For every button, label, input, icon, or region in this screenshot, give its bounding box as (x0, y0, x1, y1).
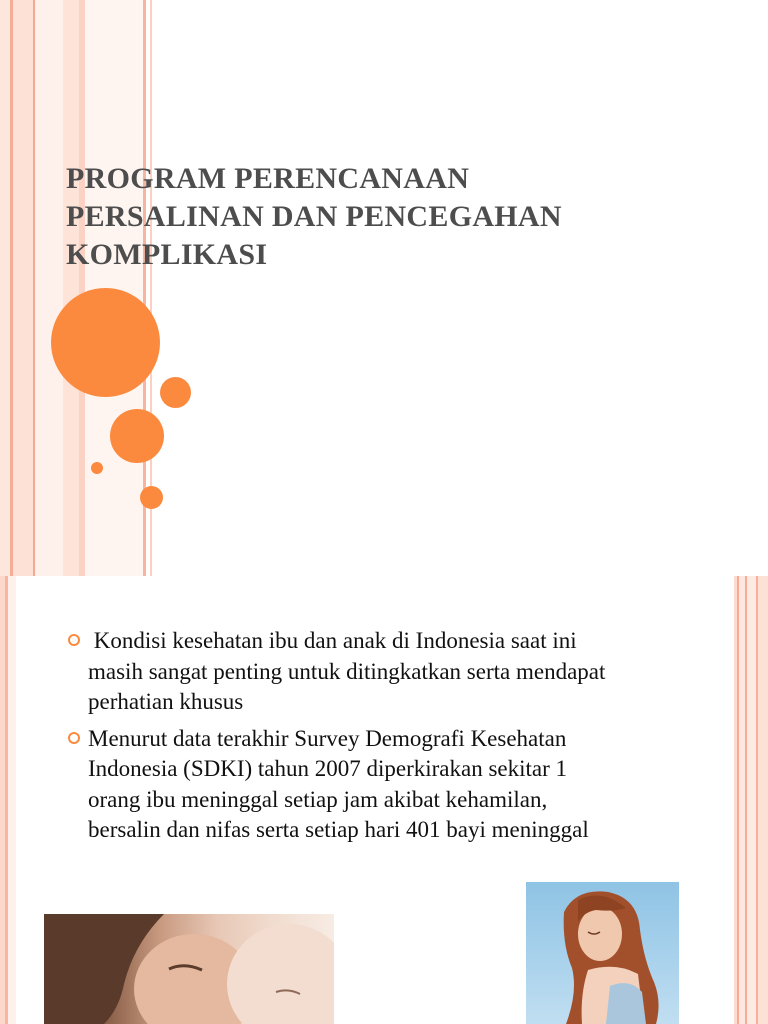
decorative-circle-medium (110, 409, 164, 463)
ring-bullet-icon (68, 732, 80, 744)
pregnant-woman-illustration (526, 882, 679, 1024)
bullet-line: Menurut data terakhir Survey Demografi Kesehatan (88, 725, 567, 751)
list-item (68, 626, 678, 718)
bullet-list (68, 626, 678, 852)
bullet-line: Indonesia (SDKI) tahun 2007 diperkirakan sekitar 1 (88, 756, 568, 781)
stripe (13, 0, 33, 576)
decorative-circle-tiny (91, 462, 103, 474)
stripe (35, 0, 63, 576)
mother-baby-photo (44, 914, 334, 1024)
slide-title (66, 160, 706, 274)
title-line: PROGRAM PERENCANAAN (66, 162, 470, 195)
content-slide (0, 576, 768, 1024)
woman-face (578, 907, 622, 961)
decorative-circle-large (51, 288, 160, 397)
stripe (8, 576, 16, 1024)
baby-head (227, 924, 334, 1024)
title-line: PERSALINAN DAN PENCEGAHAN (66, 200, 562, 233)
bullet-line: orang ibu meninggal setiap jam akibat kehamilan, (88, 786, 548, 812)
list-item (68, 724, 678, 846)
bullet-line: bersalin dan nifas serta setiap hari 401 bayi meninggal (88, 817, 589, 842)
bullet-line: Kondisi kesehatan ibu dan anak di Indonesia saat ini (88, 628, 577, 653)
bullet-line: perhatian khusus (88, 689, 244, 714)
stripe (758, 576, 768, 1024)
woman-drawing (526, 882, 679, 1024)
mother-baby-illustration (44, 914, 334, 1024)
title-line: KOMPLIKASI (66, 238, 268, 271)
stripe (747, 576, 756, 1024)
decorative-circle-small (160, 377, 191, 408)
decorative-circle-small (140, 486, 163, 509)
stripe (63, 0, 79, 576)
ring-bullet-icon (68, 634, 80, 646)
stripe (0, 0, 10, 576)
bullet-line: masih sangat penting untuk ditingkatkan serta mendapat (88, 658, 606, 684)
